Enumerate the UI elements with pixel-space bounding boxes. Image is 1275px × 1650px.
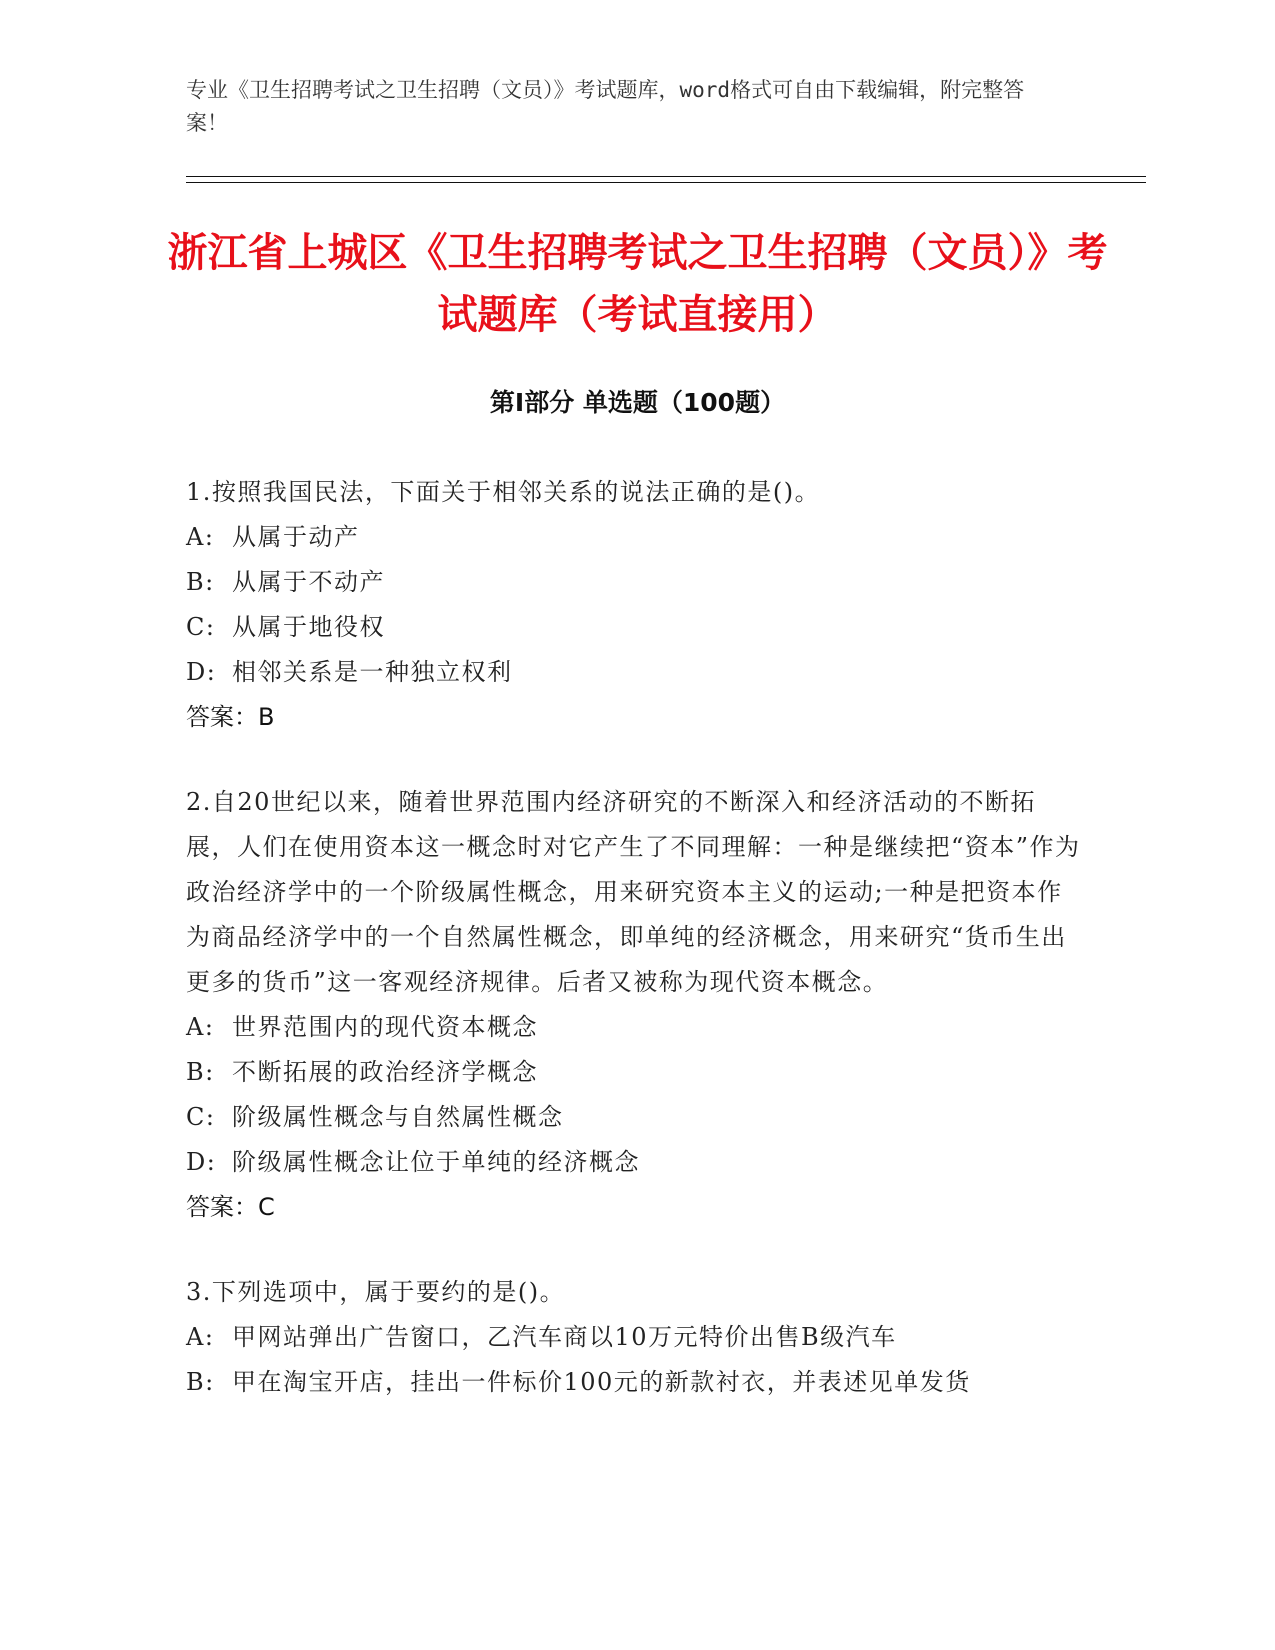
option-text: 从属于动产 [232, 523, 360, 551]
option-text: 从属于地役权 [232, 613, 385, 641]
answer-line: 答案：B [186, 703, 275, 731]
option-letter: B: [186, 1368, 215, 1396]
option-text: 甲网站弹出广告窗口，乙汽车商以10万元特价出售B级汽车 [232, 1323, 897, 1351]
option-text: 不断拓展的政治经济学概念 [232, 1058, 538, 1086]
header-rule-top [186, 176, 1146, 177]
question-2 [186, 780, 1086, 1230]
section-heading: 第Ⅰ部分 单选题（100题） [489, 388, 786, 417]
question-1 [186, 470, 1086, 740]
question-3 [186, 1270, 1086, 1405]
question-stem [186, 470, 1086, 515]
option-letter: C: [186, 1103, 216, 1131]
option-b [186, 560, 1086, 605]
option-text: 相邻关系是一种独立权利 [232, 658, 513, 686]
option-c [186, 1095, 1086, 1140]
answer-line: 答案：C [186, 1193, 275, 1221]
option-letter: B: [186, 1058, 215, 1086]
option-a [186, 1315, 1086, 1360]
option-letter: C: [186, 613, 216, 641]
question-text: 按照我国民法，下面关于相邻关系的说法正确的是()。 [211, 478, 821, 506]
option-a [186, 1005, 1086, 1050]
option-letter: D: [186, 658, 217, 686]
option-b [186, 1050, 1086, 1095]
option-text: 从属于不动产 [232, 568, 385, 596]
option-letter: D: [186, 1148, 217, 1176]
question-text: 自20世纪以来，随着世界范围内经济研究的不断深入和经济活动的不断拓展，人们在使用资本这一概念时对它产生了不同理解：一种是继续把“资本”作为政治经济学中的一个阶级属性概念，用来研究资本主义的运动;一种是把资本作为商品经济学中的一个自然属性概念，即单纯的经济概念，用来研究“货币生出更多的货币”这一客观经济规律。后者又被称为现代资本概念。 [186, 788, 1081, 996]
question-text: 下列选项中，属于要约的是()。 [211, 1278, 566, 1306]
option-d [186, 650, 1086, 695]
question-list [186, 470, 1086, 1445]
question-number: 2. [186, 788, 212, 816]
option-text: 世界范围内的现代资本概念 [232, 1013, 538, 1041]
option-d [186, 1140, 1086, 1185]
header-rule-bottom [186, 182, 1146, 183]
question-stem [186, 780, 1086, 1005]
option-letter: A: [186, 1013, 215, 1041]
option-text: 阶级属性概念让位于单纯的经济概念 [232, 1148, 640, 1176]
option-a [186, 515, 1086, 560]
document-title: 浙江省上城区《卫生招聘考试之卫生招聘（文员）》考试题库（考试直接用） [167, 230, 1108, 338]
question-number: 1. [186, 478, 212, 506]
option-letter: B: [186, 568, 215, 596]
option-c [186, 605, 1086, 650]
header-note: 专业《卫生招聘考试之卫生招聘（文员）》考试题库，word格式可自由下载编辑，附完整答案！ [186, 78, 1025, 135]
option-b [186, 1360, 1086, 1405]
option-text: 阶级属性概念与自然属性概念 [232, 1103, 564, 1131]
question-stem [186, 1270, 1086, 1315]
question-number: 3. [186, 1278, 212, 1306]
option-letter: A: [186, 1323, 215, 1351]
option-letter: A: [186, 523, 215, 551]
option-text: 甲在淘宝开店，挂出一件标价100元的新款衬衣，并表述见单发货 [232, 1368, 971, 1396]
